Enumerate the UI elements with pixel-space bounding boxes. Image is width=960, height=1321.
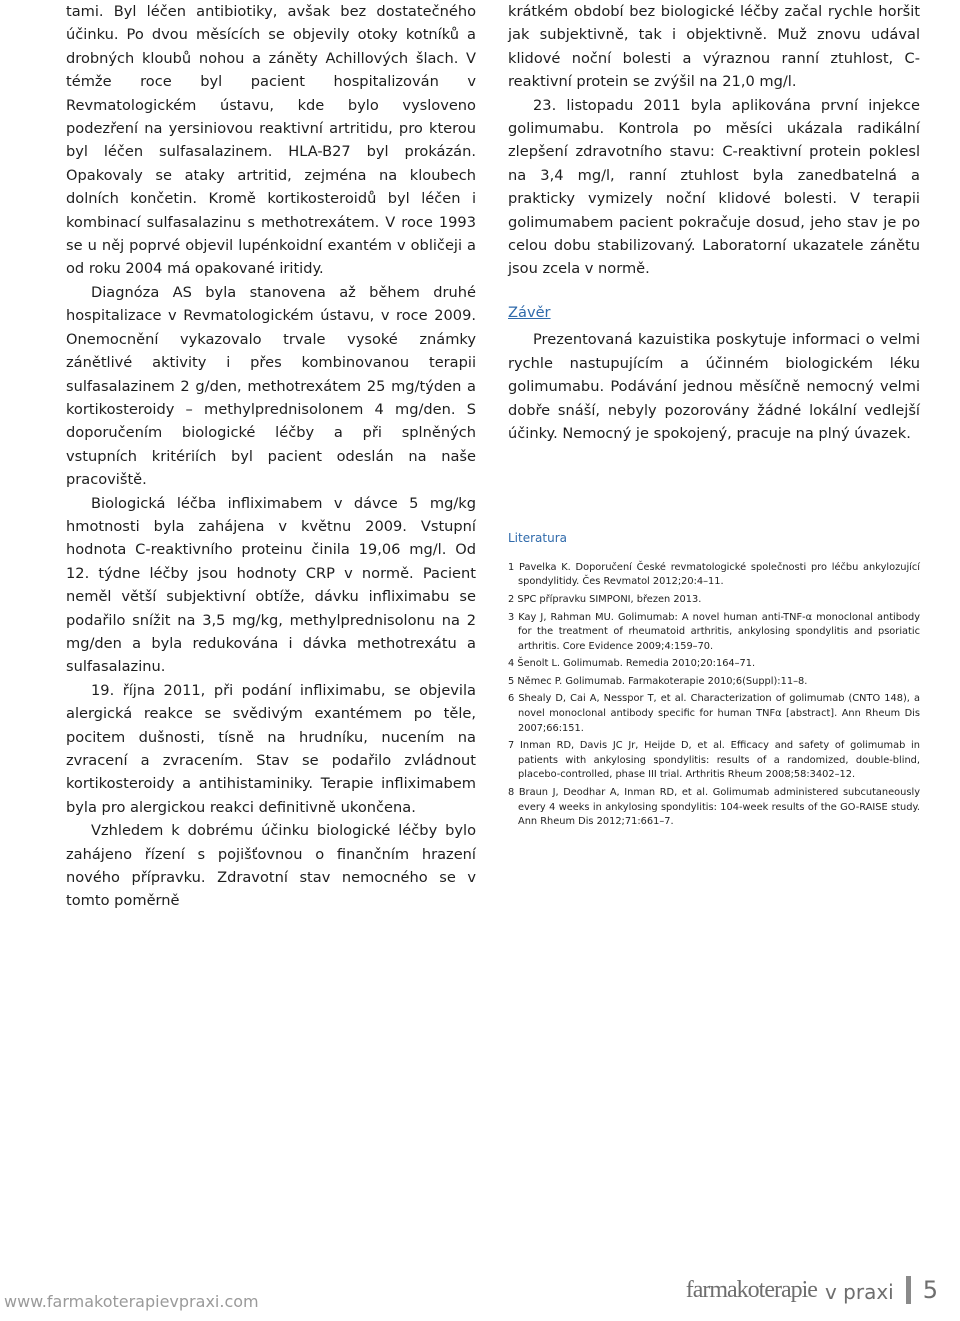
reference-item: 5 Němec P. Golimumab. Farmakoterapie 2010;6(Suppl):11–8.	[508, 675, 808, 687]
reference-item: 1 Pavelka K. Doporučení České revmatologické společnosti pro léčbu ankylozující spondylitidy. Čes Revmatol 2012;20:4–11.	[508, 561, 920, 588]
page-number: 5	[922, 1276, 938, 1304]
reference-list	[508, 561, 920, 830]
body-paragraph: 19. října 2011, při podání infliximabu, se objevila alergická reakce se svědivým exantémem po těle, pocitem dušnosti, tísně na hrudníku, nucením na zvracení a zvracením. Stav se podařilo zvládnout kortikosteroidy a antihistaminiky. Terapie infliximabem byla pro alergickou reakci definitivně ukončena.	[66, 681, 476, 816]
body-paragraph: krátkém období bez biologické léčby začal rychle horšit jak subjektivně, tak i objektivně. Muž znovu udával klidové noční bolesti a výraznou ranní ztuhlost, C-reaktivní protein se zvýšil na 21,0 mg/l.	[508, 3, 920, 91]
body-paragraph: 23. listopadu 2011 byla aplikována první injekce golimumabu. Kontrola po měsíci ukázala radikální zlepšení zdravotního stavu: C-reaktivní protein poklesl na 3,4 mg/l, ranní ztuhlost byla zanedbatelná a prakticky vymizely noční klidové bolesti. V terapii golimumabem pacient pokračuje dosud, jeho stav je po celou dobu stabilizovaný. Laboratorní ukazatele zánětu jsou zcela v normě.	[508, 96, 920, 278]
reference-item: 3 Kay J, Rahman MU. Golimumab: A novel human anti-TNF-α monoclonal antibody for the treatment of rheumatoid arthritis, ankylosing spondylitis and psoriatic arthritis. Core Evidence 2009;4:159–70.	[508, 611, 920, 652]
reference-item: 4 Šenolt L. Golimumab. Remedia 2010;20:164–71.	[508, 658, 756, 670]
divider-bar	[906, 1276, 911, 1304]
footer-brand	[686, 1276, 938, 1304]
journal-name-suffix: v praxi	[824, 1280, 894, 1304]
conclusion-paragraph: Prezentovaná kazuistika poskytuje informaci o velmi rychle nastupujícím a účinném biologickém léku golimumabu. Podávání jednou měsíčně nemocný velmi dobře snáší, nebyly pozorovány žádné lokální vedlejší účinky. Nemocný je spokojený, pracuje na plný úvazek.	[508, 331, 920, 442]
body-paragraph: Diagnóza AS byla stanovena až během druhé hospitalizace v Revmatologickém ústavu, v roce 2009. Onemocnění vykazovalo trvale vysoké známky zánětlivé aktivity i přes kombinovanou terapii sulfasalazinem 2 g/den, methotrexátem 25 mg/týden a kortikosteroidy – methylprednisolonem 4 mg/den. S doporučením biologické léčby a při splněných vstupních kritériích byl pacient odeslán na naše pracoviště.	[66, 283, 476, 489]
reference-item: 6 Shealy D, Cai A, Nesspor T, et al. Characterization of golimumab (CNTO 148), a novel monoclonal antibody specific for human TNFα [abstract]. Ann Rheum Dis 2007;66:151.	[508, 693, 920, 734]
journal-name: farmakoterapie	[685, 1277, 817, 1303]
body-paragraph: tami. Byl léčen antibiotiky, avšak bez dostatečného účinku. Po dvou měsících se objevily otoky kotníků a drobných kloubů nohou a záněty Achillových šlach. V témže roce byl pacient hospitalizován v Revmatologickém ústavu, kde bylo vysloveno podezření na yersiniovou reaktivní artritidu, pro kterou byl léčen sulfasalazinem. HLA-B27 byl prokázán. Opakovaly se ataky artritid, zejména na kloubech dolních končetin. Kromě kortikosteroidů byl léčen i kombinací sulfasalazinu s methotrexátem. V roce 1993 se u něj poprvé objevil lupénkoidní exantém v obličeji a od roku 2004 má opakované iritidy.	[66, 3, 476, 278]
literature-heading: Literatura	[508, 531, 567, 546]
reference-item: 7 Inman RD, Davis JC Jr, Heijde D, et al. Efficacy and safety of golimumab in patients with ankylosing spondylitis: results of a randomized, double-blind, placebo-controlled, phase III trial. Arthritis Rheum 2008;58:3402–12.	[508, 740, 920, 781]
reference-item: 2 SPC přípravku SIMPONI, březen 2013.	[508, 593, 702, 605]
conclusion-heading: Závěr	[508, 303, 551, 321]
right-column	[508, 0, 920, 833]
footer-url: www.farmakoterapievpraxi.com	[4, 1292, 259, 1311]
reference-item: 8 Braun J, Deodhar A, Inman RD, et al. Golimumab administered subcutaneously every 4 weeks in ankylosing spondylitis: 104-week results of the GO-RAISE study. Ann Rheum Dis 2012;71:661–7.	[508, 787, 920, 828]
body-paragraph: Vzhledem k dobrému účinku biologické léčby bylo zahájeno řízení s pojišťovnou o finančním hrazení nového přípravku. Zdravotní stav nemocného se v tomto poměrně	[66, 822, 476, 910]
left-column	[66, 0, 476, 913]
body-paragraph: Biologická léčba infliximabem v dávce 5 mg/kg hmotnosti byla zahájena v květnu 2009. Vstupní hodnota C-reaktivního proteinu činila 19,06 mg/l. Od 12. týdne léčby jsou hodnoty CRP v normě. Pacient neměl větší subjektivní obtíže, dávku infliximabu se podařilo snížit na 3,5 mg/kg, methylprednisolonu na 2 mg/den a byla redukována i dávka methotrexátu a sulfasalazinu.	[66, 494, 476, 676]
